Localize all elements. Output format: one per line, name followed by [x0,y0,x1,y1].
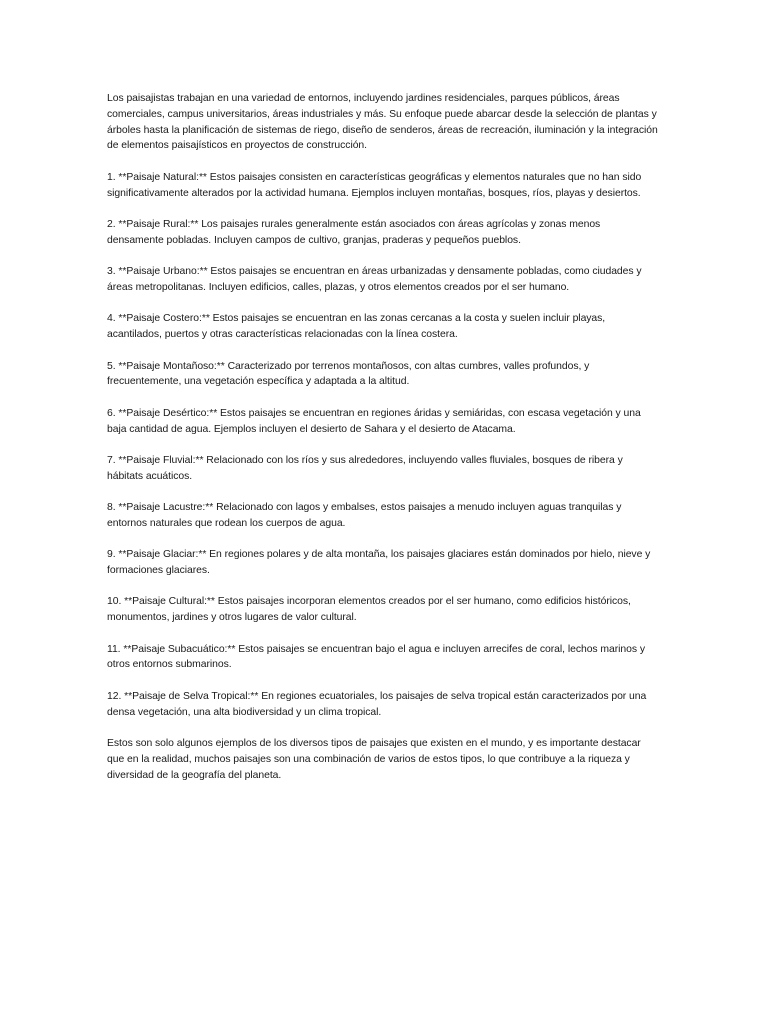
paragraph-paisaje-lacustre: 8. **Paisaje Lacustre:** Relacionado con lagos y embalses, estos paisajes a menudo incluyen aguas tranquilas y entornos naturales que rodean los cuerpos de agua. [107,502,622,529]
paragraph-paisaje-selva-tropical: 12. **Paisaje de Selva Tropical:** En regiones ecuatoriales, los paisajes de selva tropical están caracterizados por una densa vegetación, una alta biodiversidad y un clima tropical. [107,690,647,718]
paragraph-paisaje-cultural: 10. **Paisaje Cultural:** Estos paisajes incorporan elementos creados por el ser humano, como edificios históricos, monumentos, jardines y otros lugares de valor cultural. [107,596,631,624]
paragraph-paisaje-subacuatico: 11. **Paisaje Subacuático:** Estos paisajes se encuentran bajo el agua e incluyen arrecifes de coral, lechos marinos y otros entornos submarinos. [107,643,646,671]
intro-paragraph: Los paisajistas trabajan en una variedad de entornos, incluyendo jardines residenciales, parques públicos, áreas comerciales, campus universitarios, áreas industriales y más. Su enfoque puede abarcar desde la selección de plantas y árboles hasta la planificación de sistemas de riego, diseño de senderos, áreas de recreación, iluminación y la integración de elementos paisajísticos en proyectos de construcción. [107,93,658,152]
paragraph-paisaje-urbano: 3. **Paisaje Urbano:** Estos paisajes se encuentran en áreas urbanizadas y densamente pobladas, como ciudades y áreas metropolitanas. Incluyen edificios, calles, plazas, y otros elementos creados por el ser humano. [107,266,642,293]
paragraph-paisaje-rural: 2. **Paisaje Rural:** Los paisajes rurales generalmente están asociados con áreas agrícolas y zonas menos densamente pobladas. Incluyen campos de cultivo, granjas, praderas y pequeños pueblos. [107,218,601,246]
paragraph-paisaje-montanoso: 5. **Paisaje Montañoso:** Caracterizado por terrenos montañosos, con altas cumbres, valles profundos, y frecuentemente, una vegetación específica y adaptada a la altitud. [107,360,590,388]
paragraph-paisaje-natural: 1. **Paisaje Natural:** Estos paisajes consisten en características geográficas y elementos naturales que no han sido significativamente alterados por la actividad humana. Ejemplos incluyen montañas, bosques, ríos, playas y desiertos. [107,171,642,199]
paragraph-paisaje-desertico: 6. **Paisaje Desértico:** Estos paisajes se encuentran en regiones áridas y semiáridas, con escasa vegetación y una baja cantidad de agua. Ejemplos incluyen el desierto de Sahara y el desierto de Atacama. [107,407,641,435]
paragraph-paisaje-costero: 4. **Paisaje Costero:** Estos paisajes se encuentran en las zonas cercanas a la costa y suelen incluir playas, acantilados, puertos y otras características relacionadas con la línea costera. [107,313,606,341]
paragraph-paisaje-glaciar: 9. **Paisaje Glaciar:** En regiones polares y de alta montaña, los paisajes glaciares están dominados por hielo, nieve y formaciones glaciares. [107,549,651,577]
document-body [107,91,659,799]
closing-paragraph: Estos son solo algunos ejemplos de los diversos tipos de paisajes que existen en el mundo, y es importante destacar que en la realidad, muchos paisajes son una combinación de varios de estos tipos, lo que contribuye a la riqueza y diversidad de la geografía del planeta. [107,738,641,781]
paragraph-paisaje-fluvial: 7. **Paisaje Fluvial:** Relacionado con los ríos y sus alrededores, incluyendo valles fluviales, bosques de ribera y hábitats acuáticos. [107,454,623,482]
